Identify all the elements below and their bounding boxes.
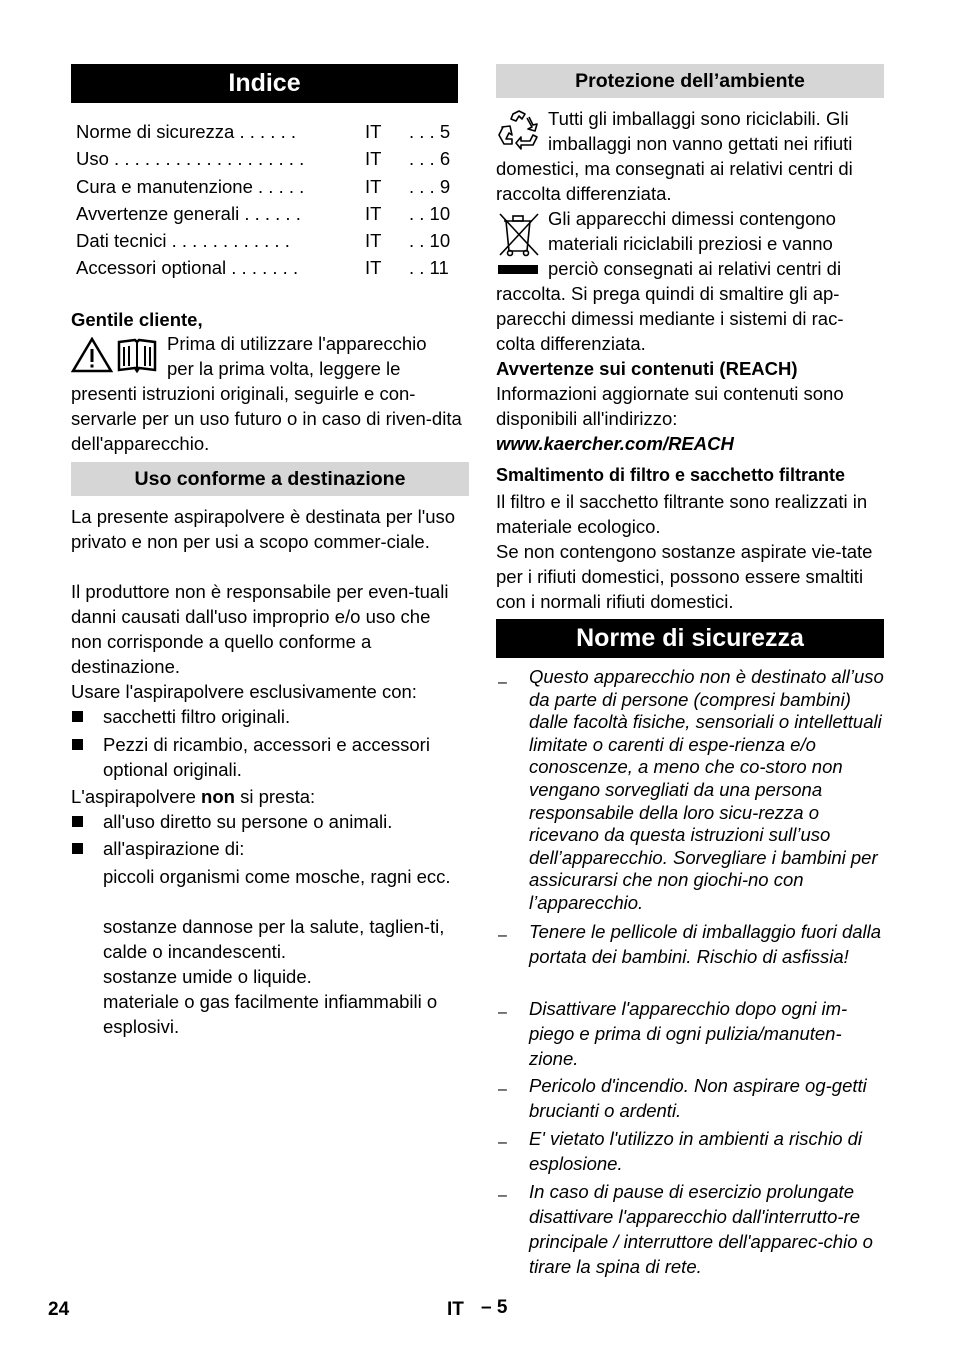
toc-entry-lang: IT [365, 121, 382, 142]
intro-line-2: per la prima volta, leggere le [167, 358, 401, 379]
env-p2-line-1: Gli apparecchi dimessi contengono [548, 208, 836, 229]
safety-item: Disattivare l'apparecchio dopo ogni im-piego e prima di ogni pulizia/manuten-zione. [529, 998, 848, 1069]
safety-item: E' vietato l'utilizzo in ambienti a rischio di esplosione. [529, 1128, 863, 1174]
toc-entry-lang: IT [365, 230, 382, 251]
env-p2-line-2: materiali riciclabili preziosi e vanno [548, 233, 833, 254]
safety-dash: – [498, 674, 507, 691]
uso-paragraph-3: Usare l'aspirapolvere esclusivamente con: [71, 681, 417, 702]
reach-url[interactable]: www.kaercher.com/REACH [496, 433, 734, 454]
uso-bullet-2: Pezzi di ricambio, accessori e accessori optional originali. [103, 734, 430, 780]
recycle-icon [497, 109, 541, 151]
filter-paragraph-2: Se non contengono sostanze aspirate vie-tate per i rifiuti domestici, possono essere smaltiti con i normali rifiuti domestici. [496, 541, 873, 612]
safety-title: Norme di sicurezza [496, 619, 884, 658]
bullet-square [72, 739, 83, 750]
toc-entry-page: . . 10 [409, 203, 451, 224]
safety-dash: – [498, 1187, 507, 1204]
index-title: Indice [71, 64, 458, 103]
toc-entry-page: . . . 6 [409, 148, 451, 169]
safety-dash: – [498, 1081, 507, 1098]
uso-sub-1: piccoli organismi come mosche, ragni ecc. [103, 866, 451, 887]
toc-entry-lang: IT [365, 176, 382, 197]
toc-entry-page: . . . 5 [409, 121, 451, 142]
uso-sub-2: sostanze dannose per la salute, taglien-ti, calde o incandescenti. [103, 916, 445, 962]
bullet-square [72, 816, 83, 827]
env-p2-rest: raccolta. Si prega quindi di smaltire gli ap-parecchi dimessi mediante i sistemi di rac-colta differenziata. [496, 283, 844, 354]
env-p1-rest: domestici, ma consegnati ai relativi centri di raccolta differenziata. [496, 158, 853, 204]
toc-entry-name: Uso . . . . . . . . . . . . . . . . . . . [76, 148, 305, 169]
safety-dash: – [498, 927, 507, 944]
environment-title: Protezione dell’ambiente [496, 64, 884, 98]
toc-entry-lang: IT [365, 257, 382, 278]
toc-entry-page: . . 10 [409, 230, 451, 251]
uso-paragraph-1: La presente aspirapolvere è destinata per l'uso privato e non per usi a scopo commer-ciale. [71, 506, 456, 552]
toc-entry-name: Norme di sicurezza . . . . . . [76, 121, 297, 142]
uso-bullet-1: sacchetti filtro originali. [103, 706, 291, 727]
toc-entry-name: Accessori optional . . . . . . . [76, 257, 299, 278]
toc-row[interactable] [76, 174, 456, 201]
filter-paragraph-1: Il filtro e il sacchetto filtrante sono realizzati in materiale ecologico. [496, 491, 868, 537]
reach-title: Avvertenze sui contenuti (REACH) [496, 358, 798, 379]
uso-sub-3: sostanze umide o liquide. [103, 966, 312, 987]
toc-row[interactable] [76, 119, 456, 146]
footer-section: – 5 [481, 1297, 508, 1318]
toc-entry-lang: IT [365, 148, 382, 169]
safety-dash: – [498, 1004, 507, 1021]
reach-text: Informazioni aggiornate sui contenuti sono disponibili all'indirizzo: [496, 383, 844, 429]
uso-paragraph-4 [71, 784, 315, 809]
crossed-bin-icon [496, 209, 542, 277]
env-p1-line-2: imballaggi non vanno gettati nei rifiuti [548, 133, 853, 154]
safety-item: In caso di pause di esercizio prolungate disattivare l'apparecchio dall'interrutto-re principale / interruttore dell'apparec-chio o tirare la spina di rete. [529, 1181, 873, 1277]
footer-language: IT [447, 1299, 464, 1320]
safety-item: Pericolo d'incendio. Non aspirare og-getti brucianti o ardenti. [529, 1075, 867, 1121]
bullet-square [72, 843, 83, 854]
toc-row[interactable] [76, 228, 456, 255]
safety-item: Questo apparecchio non è destinato all’uso da parte di persone (compresi bambini) dalle facoltà fisiche, sensoriali o intellettuali limitate o carenti di espe-rienza e/o conoscenze, a meno che co-storo non vengano sorvegliati da una persona responsabile della loro sicu-rezza o ricevano da questa istruzioni sull’uso dell’apparecchio. Sorvegliare i bambini per assicurarsi che non giochi-no con l’apparecchio. [529, 666, 884, 913]
toc-entry-page: . . 11 [409, 257, 449, 278]
toc-entry-page: . . . 9 [409, 176, 451, 197]
uso-bullet-3: all'uso diretto su persone o animali. [103, 811, 393, 832]
safety-dash: – [498, 1134, 507, 1151]
toc-entry-name: Dati tecnici . . . . . . . . . . . . [76, 230, 290, 251]
intro-rest: presenti istruzioni originali, seguirle e con-servarle per un uso futuro o in caso di riven-dita dell'apparecchio. [71, 383, 462, 454]
toc-row[interactable] [76, 146, 456, 173]
uso-p4-a: L'aspirapolvere [71, 786, 202, 807]
uso-p4-b: non [201, 786, 235, 807]
toc-entry-lang: IT [365, 203, 382, 224]
safety-item: Tenere le pellicole di imballaggio fuori dalla portata dei bambini. Rischio di asfissia! [529, 921, 882, 967]
env-p1-line-1: Tutti gli imballaggi sono riciclabili. Gli [548, 108, 849, 129]
toc-row[interactable] [76, 255, 456, 282]
warning-icon [71, 337, 113, 373]
toc-entry-name: Avvertenze generali . . . . . . [76, 203, 301, 224]
uso-bullet-4: all'aspirazione di: [103, 838, 245, 859]
toc-entry-name: Cura e manutenzione . . . . . [76, 176, 305, 197]
bullet-square [72, 711, 83, 722]
page-number: 24 [48, 1299, 70, 1320]
uso-title: Uso conforme a destinazione [71, 462, 469, 496]
filter-title: Smaltimento di filtro e sacchetto filtrante [496, 465, 846, 485]
uso-sub-4: materiale o gas facilmente infiammabili o esplosivi. [103, 991, 438, 1037]
uso-paragraph-2: Il produttore non è responsabile per even-tuali danni causati dall'uso improprio e/o uso che non corrisponde a quello conforme a destinazione. [71, 581, 449, 677]
env-p2-line-3: perciò consegnati ai relativi centri di [548, 258, 842, 279]
manual-book-icon [115, 338, 159, 374]
uso-p4-c: si presta: [234, 786, 316, 807]
intro-line-1: Prima di utilizzare l'apparecchio [167, 333, 427, 354]
greeting: Gentile cliente, [71, 309, 203, 330]
toc-row[interactable] [76, 201, 456, 228]
